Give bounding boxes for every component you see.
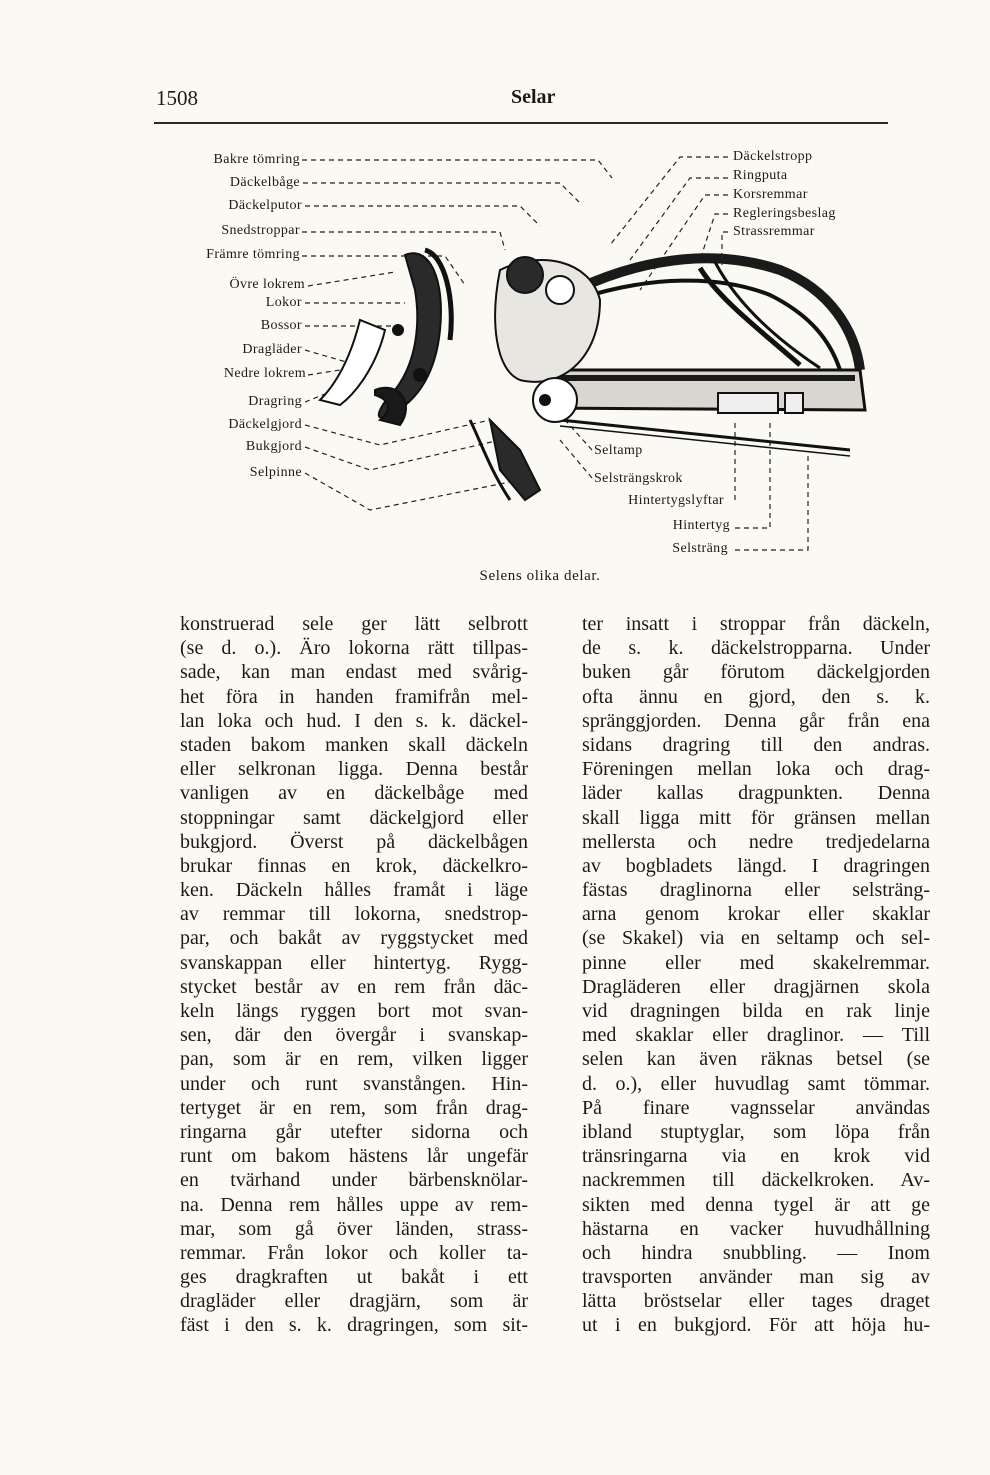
label-snedstroppar: Snedstroppar: [221, 223, 300, 238]
label-lokor: Lokor: [265, 295, 302, 310]
harness-figure: [0, 0, 990, 600]
text-line: arna genom krokar eller skaklar: [582, 903, 930, 926]
text-line: runt om bakom hästens lår ungefär: [180, 1145, 528, 1168]
text-line: och hindra snubbling. — Inom: [582, 1241, 930, 1264]
text-line: lan loka och hud. I den s. k. däckel-: [180, 709, 528, 732]
text-line: ken. Däckeln hålles framåt i läge: [180, 879, 528, 902]
text-line: tränsringarna via en krok vid: [582, 1145, 930, 1168]
text-column-right: [582, 612, 930, 1338]
label-dackelgjord: Däckelgjord: [228, 417, 302, 432]
label-hintertyg: Hintertyg: [672, 518, 730, 533]
text-column-left: [180, 612, 528, 1338]
text-line: pan, som är en rem, vilken ligger: [180, 1048, 528, 1071]
text-line: (se d. o.). Äro lokorna rätt tillpas-: [180, 637, 528, 660]
text-line: sen, där den övergår i svanskap-: [180, 1024, 528, 1047]
text-line: pinne eller med skakelremmar.: [582, 951, 930, 974]
text-line: staden bakom manken skall däckeln: [180, 733, 528, 756]
label-korsremmar: Korsremmar: [733, 187, 808, 202]
label-dragring: Dragring: [248, 394, 302, 409]
text-line: stoppningar samt däckelgjord eller: [180, 806, 528, 829]
text-line: fäst i den s. k. dragringen, som sit-: [180, 1314, 528, 1337]
text-line: sikten med denna tygel är att ge: [582, 1193, 930, 1216]
text-line: vid dragningen bilda en rak linje: [582, 1000, 930, 1022]
label-ovre-lokrem: Övre lokrem: [229, 277, 305, 292]
text-line: selen kan även räknas betsel (se: [582, 1048, 930, 1071]
text-line: under och runt svanstången. Hin-: [180, 1072, 528, 1095]
text-line: svanskappan eller hintertyg. Rygg-: [180, 951, 528, 974]
label-seltamp: Seltamp: [594, 443, 643, 458]
label-selstrangskrok: Selsträngskrok: [594, 471, 683, 486]
text-line: keln längs ryggen bort mot svan-: [180, 1000, 528, 1022]
text-line: Föreningen mellan loka och drag-: [582, 758, 930, 781]
text-line: (se Skakel) via en seltamp och sel-: [582, 927, 930, 950]
figure-caption: Selens olika delar.: [479, 568, 601, 584]
text-line: Dragläderen eller dragjärnen skola: [582, 975, 930, 998]
text-line: sidans dragring till den andras.: [582, 733, 930, 756]
page-number: 1508: [156, 86, 198, 110]
text-line: av remmar till lokorna, snedstrop-: [180, 903, 528, 926]
text-line: spränggjorden. Denna går från ena: [582, 709, 930, 732]
label-regleringsbeslag: Regleringsbeslag: [733, 206, 836, 221]
text-line: en tvärhand under bärbensknölar-: [180, 1169, 528, 1192]
text-line: fästas draglinorna eller selsträng-: [582, 879, 930, 902]
label-bakre-tomring: Bakre tömring: [213, 152, 300, 167]
text-line: remmar. Från lokor och koller ta-: [180, 1241, 528, 1264]
label-hintertygslyftar: Hintertygslyftar: [628, 493, 724, 508]
text-line: buken går förutom däckelgjorden: [582, 661, 930, 684]
text-line: ringarna går utefter sidorna och: [180, 1120, 528, 1143]
label-bukgjord: Bukgjord: [245, 439, 302, 454]
label-framre-tomring: Främre tömring: [206, 247, 300, 262]
label-selstrang: Selsträng: [672, 541, 728, 556]
text-line: skall ligga mitt för gränsen mellan: [582, 806, 930, 829]
text-line: På finare vagnsselar användas: [582, 1096, 930, 1119]
text-line: ibland stuptyglar, som löpa från: [582, 1120, 930, 1143]
label-dackelbage: Däckelbåge: [229, 175, 300, 190]
label-selpinne: Selpinne: [249, 465, 302, 480]
text-line: stycket består av en rem från däc-: [180, 975, 528, 998]
running-head-title: Selar: [511, 86, 556, 108]
label-strassremmar: Strassremmar: [733, 224, 815, 239]
text-line: d. o.), eller huvudlag samt tömmar.: [582, 1072, 930, 1095]
text-line: lätta bröstselar eller tages draget: [582, 1290, 930, 1313]
text-line: hästarna en vacker huvudhållning: [582, 1217, 930, 1240]
text-line: tertyget är en rem, som från drag-: [180, 1096, 528, 1119]
label-dackelputor: Däckelputor: [228, 198, 302, 213]
label-dackelstropp: Däckelstropp: [733, 149, 813, 164]
text-line: av bogbladets längd. I dragringen: [582, 854, 930, 877]
text-line: dragläder eller dragjärn, som är: [180, 1290, 528, 1313]
text-line: bukgjord. Överst på däckelbågen: [180, 830, 528, 853]
text-line: ter insatt i stroppar från däckeln,: [582, 613, 930, 635]
text-line: na. Denna rem hålles uppe av rem-: [180, 1193, 528, 1216]
text-line: de s. k. däckelstropparna. Under: [582, 637, 930, 660]
text-line: ut i en bukgjord. För att höja hu-: [582, 1314, 930, 1337]
text-line: vanligen av en däckelbåge med: [180, 782, 528, 805]
text-line: het föra in handen framifrån mel-: [180, 685, 528, 708]
text-line: sade, kan man endast med svårig-: [180, 661, 528, 684]
text-line: med skaklar eller draglinor. — Till: [582, 1024, 930, 1047]
label-ringputa: Ringputa: [733, 168, 788, 183]
text-line: mar, som gå över länden, strass-: [180, 1217, 528, 1240]
label-nedre-lokrem: Nedre lokrem: [223, 366, 306, 381]
text-line: läder kallas dragpunkten. Denna: [582, 782, 930, 805]
text-line: ofta ännu en gjord, den s. k.: [582, 685, 930, 708]
text-line: konstruerad sele ger lätt selbrott: [180, 613, 528, 635]
text-line: nackremmen till däckelkroken. Av-: [582, 1169, 930, 1192]
text-line: ges dragkraften ut bakåt i ett: [180, 1266, 528, 1289]
label-bossor: Bossor: [260, 318, 302, 333]
text-line: eller selkronan ligga. Denna består: [180, 758, 528, 781]
text-line: brukar finnas en krok, däckelkro-: [180, 854, 528, 877]
label-draglader: Dragläder: [242, 342, 302, 357]
text-line: par, och bakåt av ryggstycket med: [180, 927, 528, 950]
text-line: travsporten använder man sig av: [582, 1266, 930, 1289]
text-line: mellersta och nedre tredjedelarna: [582, 830, 930, 853]
